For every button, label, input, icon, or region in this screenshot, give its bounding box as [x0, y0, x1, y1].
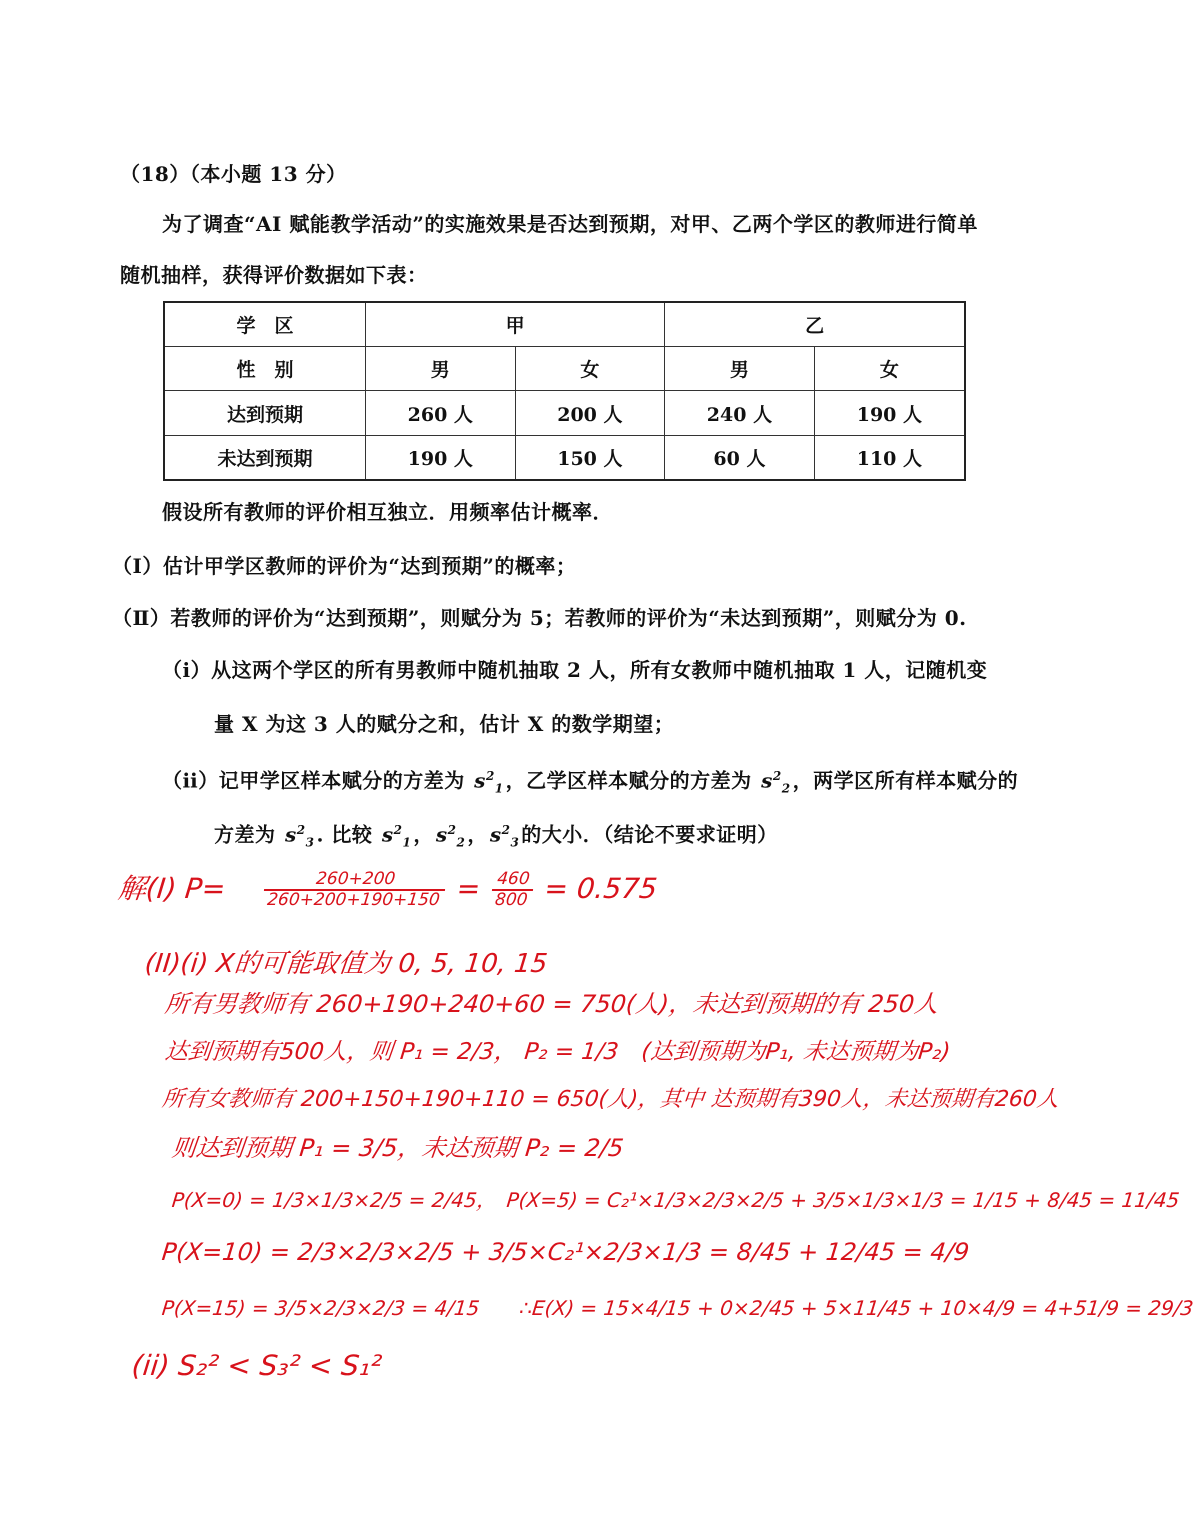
- problem-intro-line-1: 为了调查“AI 赋能教学活动”的实施效果是否达到预期，对甲、乙两个学区的教师进行简单: [162, 212, 978, 236]
- var-sub: 1: [494, 781, 504, 796]
- var-letter: s: [435, 822, 448, 847]
- table-row-district: [164, 302, 965, 347]
- fraction-numerator: 460: [492, 870, 535, 891]
- comma: ，: [467, 822, 488, 847]
- equals: =: [455, 872, 483, 905]
- table-cell: 60 人: [665, 435, 815, 480]
- table-cell: 150 人: [515, 435, 665, 480]
- fraction-denominator: 800: [493, 890, 529, 910]
- text-segment: ，两学区所有样本赋分的: [792, 768, 1019, 793]
- result: = 0.575: [542, 872, 659, 905]
- part-2-text: （Ⅱ）若教师的评价为“达到预期”，则赋分为 5；若教师的评价为“未达到预期”，则赋分为 0.: [112, 606, 967, 630]
- solution-line-2: (II)(i) X的可能取值为 0, 5, 10, 15: [143, 949, 549, 979]
- variance-s1: [382, 816, 411, 857]
- text-segment: 方差为: [214, 822, 283, 847]
- text-segment: 解(I) P=: [116, 872, 228, 905]
- table-cell: 学 区: [164, 302, 366, 347]
- var-letter: s: [761, 768, 773, 793]
- solution-line-3: 所有男教师有 260+190+240+60 = 750(人)，未达到预期的有 250人: [163, 990, 940, 1018]
- table-cell: 200 人: [515, 391, 665, 435]
- comma: ，: [413, 822, 434, 847]
- table-cell: 达到预期: [164, 391, 366, 435]
- table-row-gender: [164, 347, 965, 391]
- solution-line-8: P(X=10) = 2/3×2/3×2/5 + 3/5×C₂¹×2/3×1/3 = 8/45 + 12/45 = 4/9: [160, 1238, 971, 1266]
- table-cell: 女: [814, 347, 965, 391]
- variance-s1: [474, 762, 503, 803]
- variance-s3: [490, 816, 519, 857]
- problem-number: （18）（本小题 13 分）: [120, 162, 347, 186]
- part-2-i-line-2: 量 X 为这 3 人的赋分之和，估计 X 的数学期望；: [214, 712, 675, 736]
- var-sub: 3: [510, 835, 520, 850]
- table-cell: 240 人: [665, 391, 815, 435]
- variance-s2: [436, 816, 465, 857]
- evaluation-table: [163, 301, 966, 481]
- text-segment: （ⅱ）记甲学区样本赋分的方差为: [162, 768, 473, 793]
- table-cell: 190 人: [814, 391, 965, 435]
- variance-s2: [761, 762, 790, 803]
- var-sub: 3: [305, 835, 315, 850]
- assumption-text: 假设所有教师的评价相互独立．用频率估计概率．: [162, 500, 613, 524]
- solution-line-10: (ii) S₂² < S₃² < S₁²: [130, 1349, 384, 1382]
- solution-line-9: P(X=15) = 3/5×2/3×2/3 = 4/15 ∴E(X) = 15×4/15 + 0×2/45 + 5×11/45 + 10×4/9 = 4+51/9 = 29/3: [160, 1296, 1195, 1320]
- text-segment: . 比较: [316, 822, 380, 847]
- solution-line-6: 则达到预期 P₁ = 3/5，未达预期 P₂ = 2/5: [170, 1134, 625, 1162]
- solution-line-4: 达到预期有500人，则 P₁ = 2/3， P₂ = 1/3 (达到预期为P₁, 未达预期为P₂): [163, 1039, 952, 1065]
- text-segment: ，乙学区样本赋分的方差为: [505, 768, 760, 793]
- table-cell: 110 人: [814, 435, 965, 480]
- table-row-met: [164, 391, 965, 435]
- var-exp: 2: [485, 769, 495, 783]
- var-sub: 2: [781, 781, 791, 796]
- table-cell: 甲: [366, 302, 665, 347]
- fraction: [262, 870, 447, 910]
- part-2-i-line-1: （ⅰ）从这两个学区的所有男教师中随机抽取 2 人，所有女教师中随机抽取 1 人，记随机变: [162, 658, 988, 682]
- var-exp: 2: [772, 769, 782, 783]
- table-cell: 女: [515, 347, 665, 391]
- table-cell: 男: [366, 347, 516, 391]
- var-exp: 2: [393, 823, 403, 837]
- var-letter: s: [474, 768, 486, 793]
- var-exp: 2: [296, 823, 306, 837]
- table-row-not-met: [164, 435, 965, 480]
- solution-line-7: P(X=0) = 1/3×1/3×2/5 = 2/45， P(X=5) = C₂¹×1/3×2/3×2/5 + 3/5×1/3×1/3 = 1/15 + 8/45 = 11/45: [170, 1188, 1181, 1212]
- table-cell: 190 人: [366, 435, 516, 480]
- var-letter: s: [381, 822, 394, 847]
- text-segment: 的大小．（结论不要求证明）: [521, 822, 778, 847]
- var-sub: 2: [456, 835, 466, 850]
- solution-line-1: [116, 870, 659, 910]
- table-cell: 未达到预期: [164, 435, 366, 480]
- var-letter: s: [489, 822, 502, 847]
- table-cell: 性 别: [164, 347, 366, 391]
- fraction-numerator: 260+200: [264, 870, 447, 891]
- part-1-text: （Ⅰ）估计甲学区教师的评价为“达到预期”的概率；: [112, 554, 577, 578]
- fraction: [490, 870, 535, 910]
- var-exp: 2: [501, 823, 511, 837]
- variance-s3: [285, 816, 314, 857]
- var-sub: 1: [402, 835, 412, 850]
- var-exp: 2: [447, 823, 457, 837]
- problem-intro-line-2: 随机抽样，获得评价数据如下表：: [120, 263, 428, 287]
- table-cell: 男: [665, 347, 815, 391]
- part-2-ii-line-1: [162, 762, 1018, 803]
- solution-line-5: 所有女教师有 200+150+190+110 = 650(人)，其中 达预期有390人，未达预期有260人: [160, 1087, 1061, 1112]
- part-2-ii-line-2: [214, 816, 778, 857]
- fraction-denominator: 260+200+190+150: [266, 890, 441, 910]
- table-cell: 乙: [665, 302, 965, 347]
- var-letter: s: [284, 822, 297, 847]
- table-cell: 260 人: [366, 391, 516, 435]
